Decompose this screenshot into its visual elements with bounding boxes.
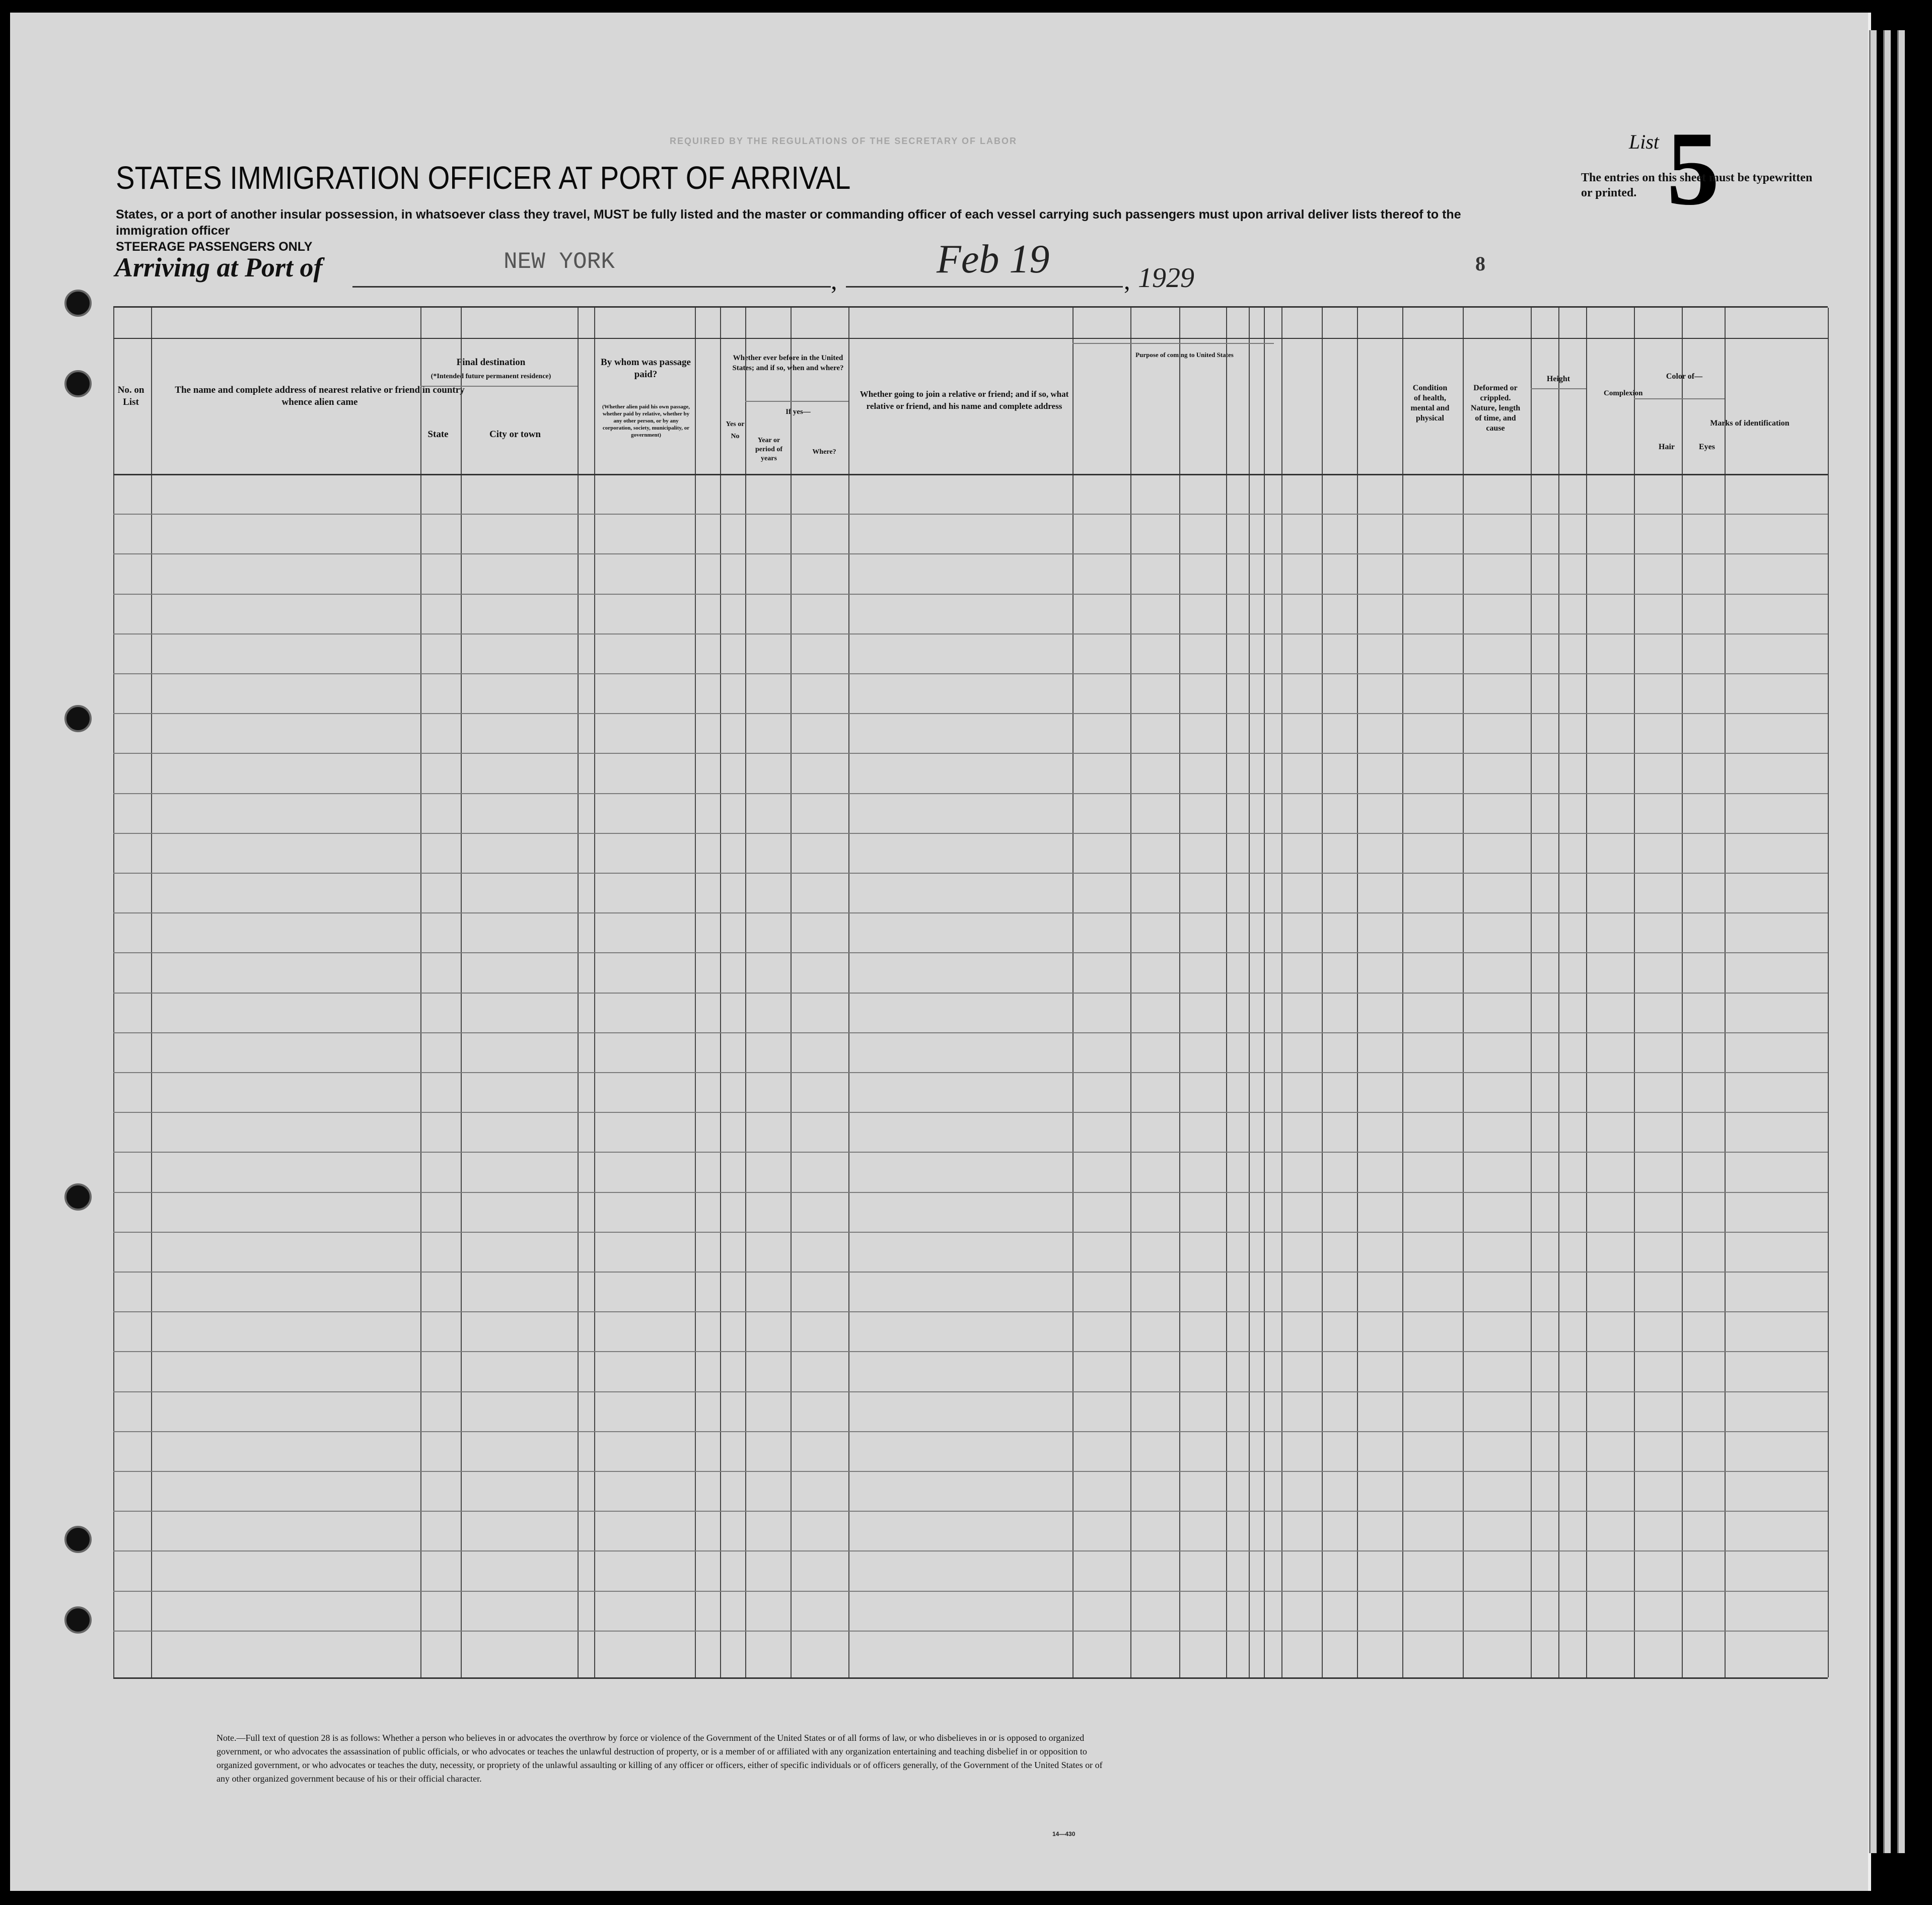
column-rule [1828, 308, 1829, 1677]
binding-hole [64, 1183, 92, 1211]
binding-hole [64, 370, 92, 397]
col35-hair-header: Hair [1659, 443, 1675, 451]
header-bottom-rule [113, 474, 1828, 475]
page-edge [1869, 30, 1877, 1853]
col33-header: Height [1546, 375, 1570, 383]
col22-ifyes-header: If yes— [785, 408, 811, 416]
row-rule [113, 952, 1828, 953]
col18-state-header: State [427, 429, 449, 440]
header-subrule [1072, 343, 1274, 344]
corner-mark: 8 [1475, 252, 1485, 275]
row-rule [113, 594, 1828, 595]
col22-year-header: Year or period of years [755, 437, 783, 462]
footnote: Note.—Full text of question 28 is as follows: Whether a person who believes in or advocates the overthrow by force or violence of the Government of the United States or of all forms of law, or who disbelieves in or is opposed to organized government, or who advocates the assassination of public officials, or who advocates or teaches the unlawful destruction of property, or is a member of or affiliated with any organization entertaining and teaching disbelief in or opposition to organized government, or who advocates or teaches the duty, necessity, or propriety of the unlawful assaulting or killing of any officer or officers, either of specific individuals or of officers generally, of the Government of the United States or of any other organized government because of his or their official character. [217, 1733, 1103, 1784]
col24-header: Purpose of coming to United States [1135, 351, 1234, 359]
col22-yesno-header: Yes or No [726, 420, 745, 440]
col22-header: Whether ever before in the United States; and if so, when and where? [732, 354, 844, 372]
col16-header: No. on List [117, 385, 145, 407]
arriving-label: Arriving at Port of [115, 252, 323, 283]
row-rule [113, 1550, 1828, 1551]
row-rule [113, 1192, 1828, 1193]
row-rule [113, 1032, 1828, 1033]
col20-note: (Whether alien paid his own passage, whether paid by relative, whether by any other person, or by any corporation, society, municipality, or government) [602, 404, 690, 438]
row-rule [113, 912, 1828, 913]
port-line [352, 286, 831, 288]
date-line [846, 286, 1123, 288]
row-rule [113, 1152, 1828, 1153]
row-rule [113, 1311, 1828, 1312]
row-rule [113, 1591, 1828, 1592]
colnum-rule [113, 338, 1828, 339]
binding-hole [64, 1606, 92, 1634]
list-label: List [1629, 130, 1660, 153]
page-title: STATES IMMIGRATION OFFICER AT PORT OF ARRIVAL [116, 160, 851, 196]
col18-city-header: City or town [489, 429, 541, 440]
subtitle: States, or a port of another insular possession, in whatsoever class they travel, MUST be fully listed and the master or commanding officer of each vessel carrying such passengers must upon arrival deliver lists thereof to the immigration officer STEERAGE PASSENGERS ONLY [116, 207, 1461, 254]
list-number: 5 [1667, 110, 1720, 227]
col36-header: Marks of identification [1710, 419, 1790, 428]
header-subrule [420, 386, 578, 387]
arrival-year-handwritten: 1929 [1138, 262, 1194, 294]
row-rule [113, 673, 1828, 674]
port-name: NEW YORK [504, 249, 615, 275]
manifest-table [113, 306, 1828, 1679]
comma: , [831, 266, 837, 295]
row-rule [113, 713, 1828, 714]
col20-header: By whom was passage paid? [601, 357, 691, 380]
col31-header: Condition of health, mental and physical [1410, 384, 1450, 422]
page-edge [1883, 30, 1891, 1853]
col34-header: Complexion [1604, 389, 1643, 397]
col32-header: Deformed or crippled. Nature, length of time, and cause [1470, 384, 1521, 433]
header-subrule [1531, 388, 1586, 389]
page-edge [1897, 30, 1905, 1853]
row-rule [113, 1431, 1828, 1432]
list-note: The entries on this sheet must be typewritten or printed. [1581, 171, 1813, 199]
row-rule [113, 753, 1828, 754]
binding-hole [64, 705, 92, 732]
row-rule [113, 993, 1828, 994]
col17-header: The name and complete address of nearest relative or friend in country whence alien came [175, 385, 465, 407]
col35-header: Color of— [1666, 372, 1703, 381]
row-rule [113, 1232, 1828, 1233]
row-rule [113, 1391, 1828, 1392]
faint-heading: REQUIRED BY THE REGULATIONS OF THE SECRETARY OF LABOR [670, 136, 1018, 146]
comma: , [1124, 266, 1130, 295]
row-rule [113, 793, 1828, 794]
row-rule [113, 1471, 1828, 1472]
row-rule [113, 873, 1828, 874]
row-rule [113, 1112, 1828, 1113]
row-rule [113, 1351, 1828, 1352]
binding-hole [64, 290, 92, 317]
col22-where-header: Where? [812, 448, 836, 456]
row-rule [113, 1072, 1828, 1073]
row-rule [113, 1272, 1828, 1273]
binding-hole [64, 1526, 92, 1553]
header-subrule [1634, 398, 1725, 399]
col18-header: Final destination [456, 357, 526, 368]
row-rule [113, 553, 1828, 554]
arrival-date-handwritten: Feb 19 [937, 237, 1050, 281]
row-rule [113, 1511, 1828, 1512]
header-subrule [745, 401, 848, 402]
col23-header: Whether going to join a relative or friend; and if so, what relative or friend, and his name and complete address [860, 389, 1069, 411]
col18-note: (*Intended future permanent residence) [431, 373, 551, 380]
row-rule [113, 514, 1828, 515]
row-rule [113, 633, 1828, 634]
form-code: 14—430 [1052, 1830, 1076, 1838]
col35-eyes-header: Eyes [1699, 443, 1715, 451]
row-rule [113, 833, 1828, 834]
row-rule [113, 1631, 1828, 1632]
